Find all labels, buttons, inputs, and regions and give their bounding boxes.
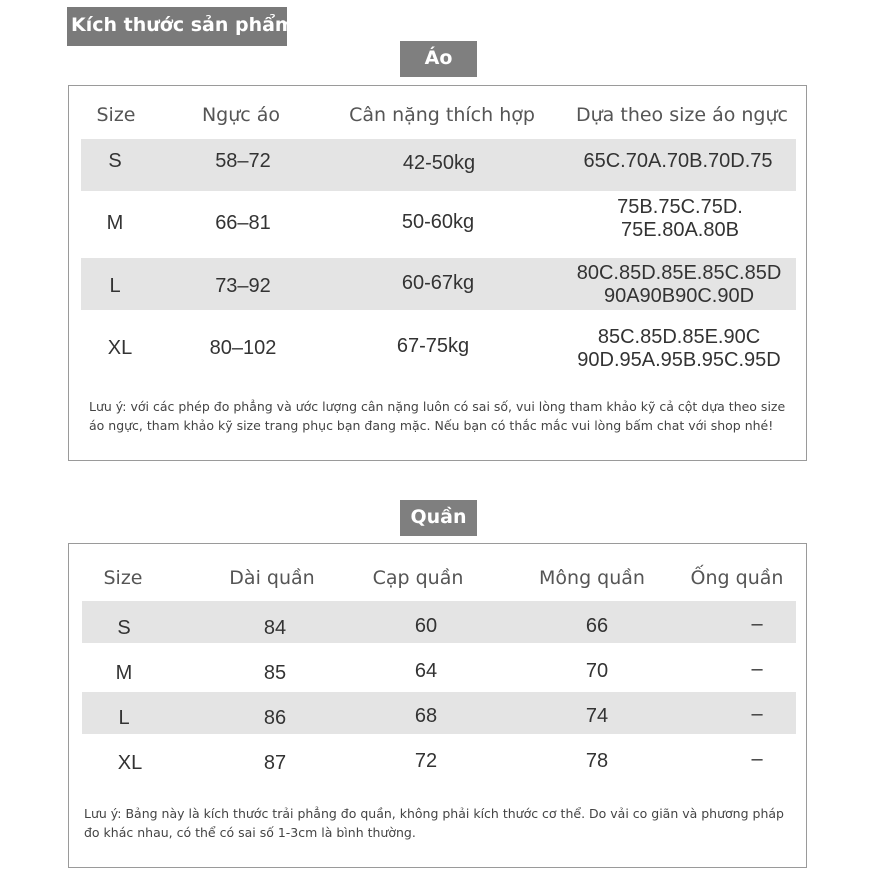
weight-cell: 42-50kg (402, 152, 476, 174)
bra-line: 85C.85D.85E.90C (597, 326, 761, 348)
size-cell: S (117, 617, 131, 639)
weight-cell: 67-75kg (396, 335, 470, 357)
header-waist: Cạp quần (372, 567, 464, 589)
size-cell: XL (117, 752, 143, 774)
chest-cell: 58–72 (215, 150, 271, 172)
bra-line: 80C.85D.85E.85C.85D (576, 262, 782, 284)
size-cell: M (106, 212, 124, 234)
header-hip: Mông quần (539, 567, 645, 589)
header-chest: Ngực áo (201, 104, 281, 126)
weight-cell: 60-67kg (401, 272, 475, 294)
length-cell: 84 (263, 617, 287, 639)
hip-cell: 66 (585, 615, 609, 637)
shirt-section-tag: Áo (400, 41, 477, 77)
waist-cell: 68 (414, 705, 438, 727)
page-title: Kích thước sản phẩm (67, 7, 287, 46)
shirt-size-table (68, 85, 807, 461)
leg-cell: – (751, 613, 763, 635)
leg-cell: – (751, 703, 763, 725)
bra-cell (577, 262, 782, 308)
hip-cell: 70 (585, 660, 609, 682)
chest-cell: 73–92 (215, 275, 271, 297)
waist-cell: 64 (414, 660, 438, 682)
length-cell: 87 (263, 752, 287, 774)
bra-cell (577, 326, 780, 372)
size-cell: M (115, 662, 133, 684)
pants-section-tag: Quần (400, 500, 477, 536)
pants-note: Lưu ý: Bảng này là kích thước trải phẳng đo quần, không phải kích thước cơ thể. Do vải co giãn và phương pháp đo khác nhau, có thể có sai số 1-3cm là bình thường. (84, 806, 784, 840)
hip-cell: 78 (585, 750, 609, 772)
size-cell: L (109, 275, 121, 297)
leg-cell: – (751, 748, 763, 770)
size-cell: L (118, 707, 130, 729)
bra-cell: 65C.70A.70B.70D.75 (583, 150, 773, 172)
shirt-note: Lưu ý: với các phép đo phẳng và ước lượng cân nặng luôn có sai số, vui lòng tham khảo kỹ cả cột dựa theo size áo ngực, tham khảo kỹ size trang phục bạn đang mặc. Nếu bạn có thắc mắc vui lòng bấm chat với shop nhé! (89, 399, 786, 433)
row-band (82, 601, 796, 643)
bra-cell (617, 196, 743, 242)
header-length: Dài quần (229, 567, 315, 589)
length-cell: 86 (263, 707, 287, 729)
waist-cell: 72 (414, 750, 438, 772)
hip-cell: 74 (585, 705, 609, 727)
size-cell: S (108, 150, 122, 172)
size-cell: XL (107, 337, 133, 359)
leg-cell: – (751, 658, 763, 680)
header-size: Size (103, 567, 143, 589)
bra-line: 90A90B90C.90D (603, 285, 755, 307)
weight-cell: 50-60kg (401, 211, 475, 233)
bra-line: 75E.80A.80B (621, 219, 739, 241)
header-weight: Cân nặng thích hợp (349, 104, 535, 126)
pants-size-table (68, 543, 807, 868)
row-band (82, 692, 796, 734)
bra-line: 90D.95A.95B.95C.95D (577, 349, 781, 371)
header-leg: Ống quần (690, 567, 784, 589)
chest-cell: 80–102 (209, 337, 277, 359)
bra-line: 75B.75C.75D. (617, 196, 743, 218)
chest-cell: 66–81 (215, 212, 271, 234)
header-size: Size (96, 104, 136, 126)
header-bra-size: Dựa theo size áo ngực (576, 104, 788, 126)
waist-cell: 60 (414, 615, 438, 637)
length-cell: 85 (263, 662, 287, 684)
